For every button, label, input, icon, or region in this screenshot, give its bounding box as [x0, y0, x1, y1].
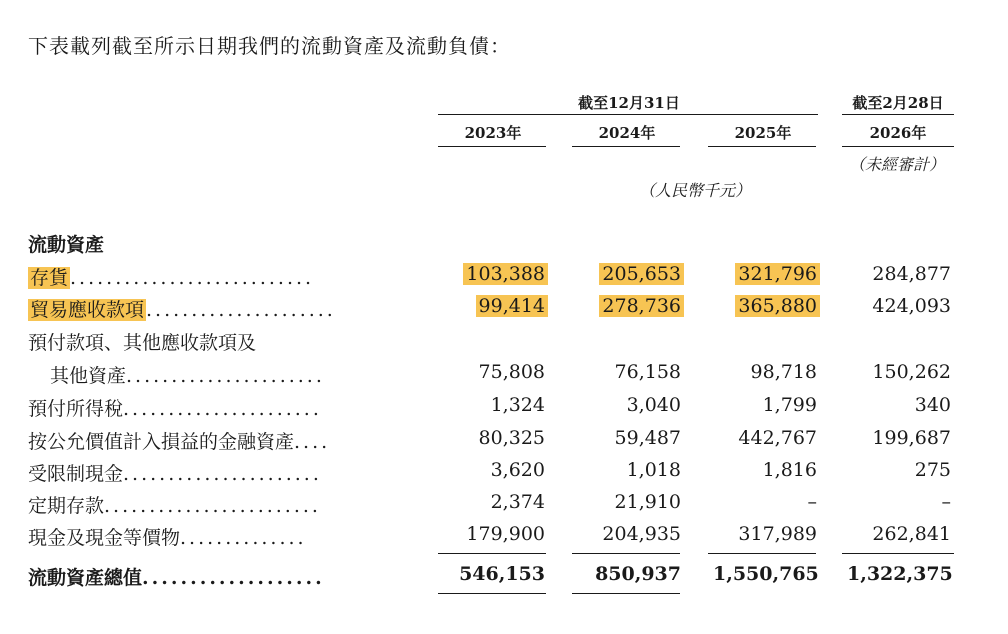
cell-2024: 76,158 [614, 361, 681, 383]
year-rule-2025 [708, 146, 816, 147]
row-label: 受限制現金...................... [28, 463, 322, 485]
table-row-inventory [0, 263, 1008, 293]
cell-2024: 204,935 [602, 523, 681, 545]
cell-2024: 59,487 [614, 427, 681, 449]
total-underline-2024 [572, 593, 680, 594]
total-rule-2026 [842, 553, 954, 554]
cell-2025: 1,816 [762, 459, 817, 481]
cell-2023: 2,374 [490, 491, 545, 513]
table-row-cash-equivalents [0, 523, 1008, 553]
cell-2026: 199,687 [872, 427, 951, 449]
table-row-prepayments-line1 [0, 328, 1008, 358]
cell-2025: 1,550,765 [713, 563, 819, 585]
cell-2024: 278,736 [574, 295, 684, 317]
unaudited-note: （未經審計） [848, 155, 945, 174]
section-title: 流動資產 [28, 234, 105, 256]
cell-2024: 850,937 [595, 563, 681, 585]
cell-2026: 340 [914, 394, 951, 416]
table-row-prepaid-income-tax [0, 394, 1008, 424]
cell-2025: 317,989 [738, 523, 817, 545]
cell-2023: 3,620 [490, 459, 545, 481]
row-label: 預付款項、其他應收款項及 [28, 332, 257, 354]
total-underline-2023 [438, 593, 546, 594]
row-label: 其他資產...................... [50, 365, 325, 387]
table-row-trade-receivables [0, 295, 1008, 325]
cell-2025: 98,718 [750, 361, 817, 383]
total-rule-2024 [572, 553, 680, 554]
cell-2026: – [941, 491, 951, 513]
total-rule-2023 [438, 553, 546, 554]
cell-2025: 442,767 [738, 427, 817, 449]
unit-note: （人民幣千元） [638, 181, 751, 200]
year-rule-2026 [842, 146, 954, 147]
cell-2025: 365,880 [710, 295, 820, 317]
cell-2026: 284,877 [872, 263, 951, 285]
year-rule-2023 [438, 146, 546, 147]
total-rule-2025 [708, 553, 816, 554]
cell-2023: 179,900 [466, 523, 545, 545]
header-year-2024: 2024年 [598, 124, 656, 142]
cell-2024: 3,040 [626, 394, 681, 416]
cell-2025: 1,799 [762, 394, 817, 416]
year-rule-2024 [572, 146, 680, 147]
header-year-2025: 2025年 [734, 124, 792, 142]
row-label: 存貨 ........................... [30, 267, 315, 289]
cell-2024: 1,018 [626, 459, 681, 481]
table-row-fvtpl-assets [0, 427, 1008, 457]
cell-2026: 424,093 [872, 295, 951, 317]
cell-2023: 99,414 [438, 295, 548, 317]
cell-2023: 80,325 [478, 427, 545, 449]
cell-2025: 321,796 [710, 263, 820, 285]
intro-text: 下表載列截至所示日期我們的流動資產及流動負債： [28, 34, 511, 58]
cell-2024: 205,653 [574, 263, 684, 285]
table-row-time-deposits [0, 491, 1008, 521]
cell-2026: 150,262 [872, 361, 951, 383]
cell-2025: – [807, 491, 817, 513]
cell-2024: 21,910 [614, 491, 681, 513]
table-row-total-current-assets [0, 563, 1008, 593]
cell-2023: 103,388 [438, 263, 548, 285]
cell-2026: 275 [914, 459, 951, 481]
row-label: 定期存款........................ [28, 495, 321, 517]
table-row-restricted-cash [0, 459, 1008, 489]
row-label: 現金及現金等價物.............. [28, 527, 307, 549]
cell-2026: 1,322,375 [847, 563, 953, 585]
cell-2023: 546,153 [459, 563, 545, 585]
cell-2026: 262,841 [872, 523, 951, 545]
row-label: 貿易應收款項 ..................... [30, 299, 336, 321]
header-year-2026: 2026年 [869, 124, 927, 142]
row-label: 流動資產總值................... [28, 567, 325, 589]
table-row-other-assets [0, 361, 1008, 391]
header-group-dec31: 截至12月31日 [578, 94, 680, 112]
cell-2023: 75,808 [478, 361, 545, 383]
row-label: 預付所得稅...................... [28, 398, 322, 420]
header-group-feb28: 截至2月28日 [852, 94, 944, 112]
header-year-2023: 2023年 [464, 124, 522, 142]
cell-2023: 1,324 [490, 394, 545, 416]
header-rule-group2 [842, 114, 954, 115]
row-label: 按公允價值計入損益的金融資產.... [28, 431, 331, 453]
header-rule-group1 [438, 114, 818, 115]
